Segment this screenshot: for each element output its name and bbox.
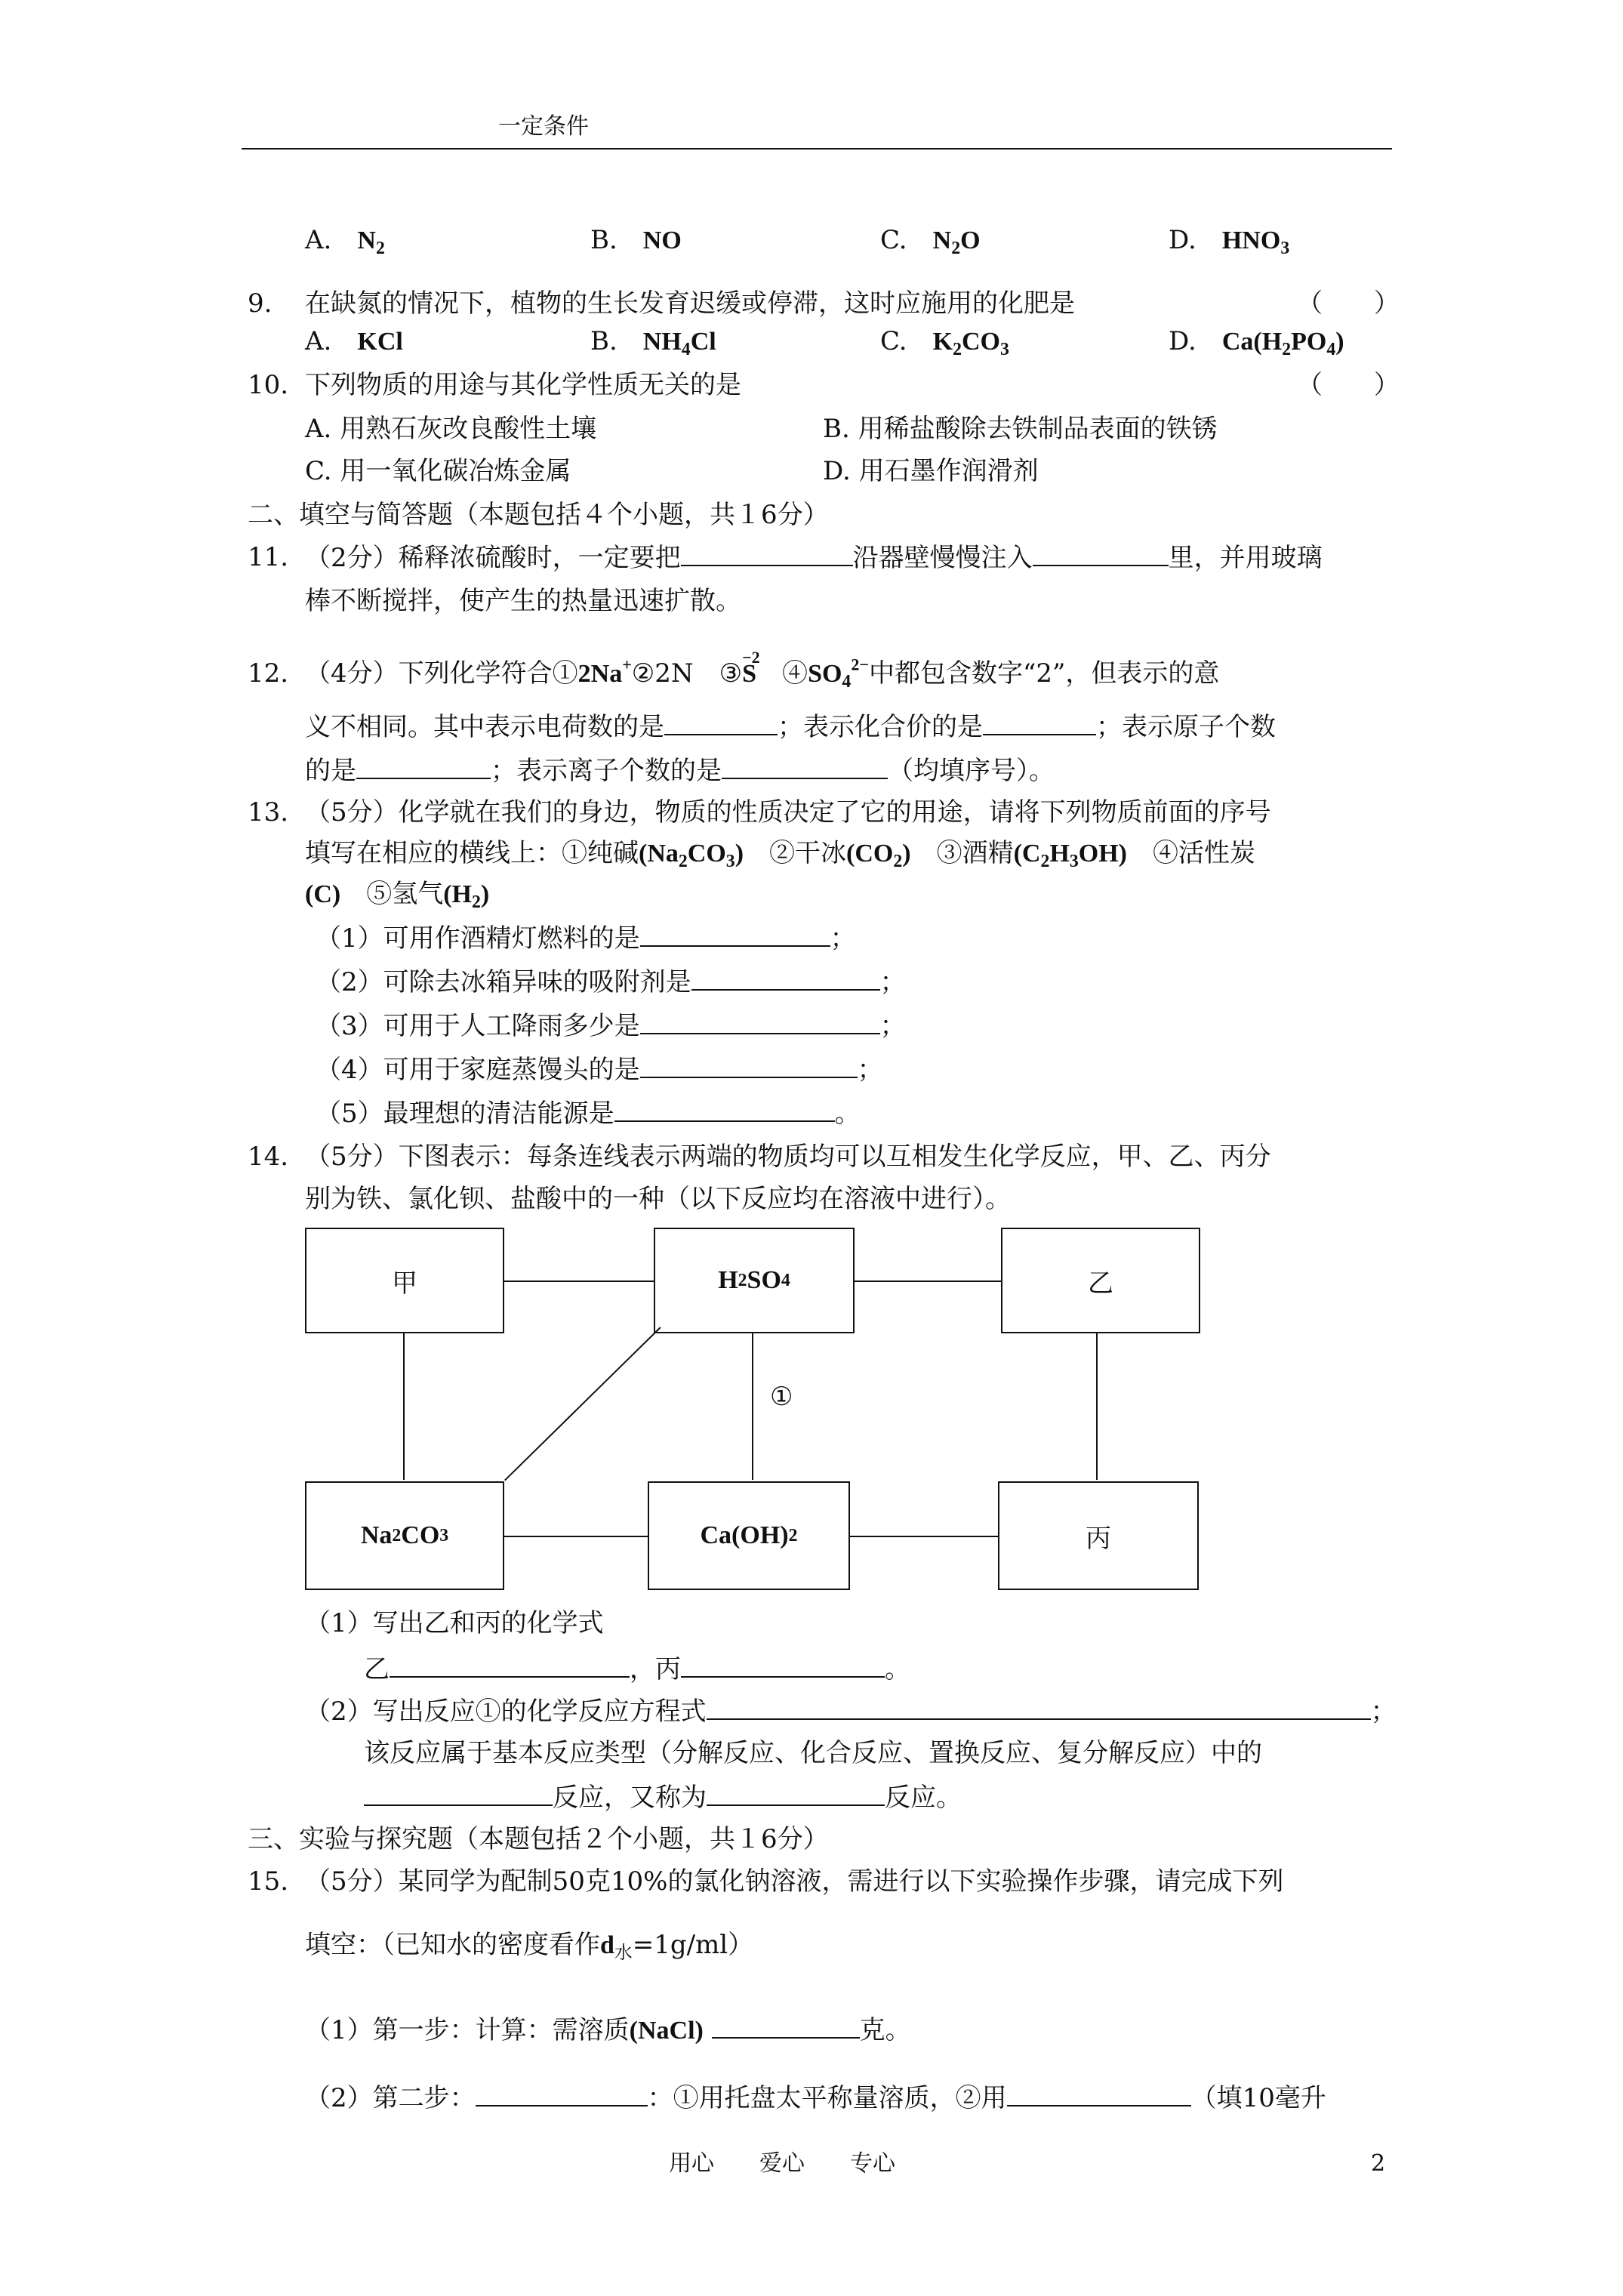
- q11-line-2: 棒不断搅拌，使产生的热量迅速扩散。: [305, 586, 741, 616]
- q11-line-1: （2分）稀释浓硫酸时，一定要把 沿器壁慢慢注入 里，并用玻璃: [305, 543, 1323, 573]
- q13-line-3: (C) ⑤氢气$(H_2)$: [305, 879, 490, 913]
- q9-option-c: C. $K_2CO_3$: [880, 326, 1009, 360]
- q13-sub-1: （1）可用作酒精灯燃料的是 ；: [316, 923, 856, 954]
- q8-option-b: B. NO: [590, 225, 682, 255]
- footer-motto: 用心 爱心 专心: [669, 2150, 895, 2177]
- q13-sub-5: （5）最理想的清洁能源是 。: [316, 1099, 861, 1129]
- circle-1-label: ①: [770, 1382, 793, 1412]
- q12-number: 12.: [248, 658, 289, 689]
- q13-number: 13.: [248, 797, 289, 827]
- q9-number: 9.: [248, 288, 273, 319]
- q10-option-b: B. 用稀盐酸除去铁制品表面的铁锈: [823, 414, 1218, 444]
- q9-option-a: A. KCl: [305, 326, 403, 356]
- page-number: 2: [1371, 2150, 1386, 2177]
- line-yi-bing: [1096, 1332, 1098, 1480]
- q10-option-a: A. 用熟石灰改良酸性土壤: [305, 414, 597, 444]
- q15-line-2: 填空：（已知水的密度看作$d_水=1g/ml$）: [305, 1930, 754, 1964]
- q12-line-3: 的是 ；表示离子个数的是 （均填序号）。: [305, 756, 1055, 786]
- q15-line-1: （5分）某同学为配制50克10%的氯化钠溶液，需进行以下实验操作步骤，请完成下列: [305, 1866, 1284, 1897]
- q10-paren: （ ）: [1297, 370, 1400, 400]
- q15-number: 15.: [248, 1866, 289, 1897]
- q9-paren: （ ）: [1297, 288, 1400, 319]
- q14-sub-2: （2）写出反应①的化学反应方程式 ；: [305, 1697, 1397, 1727]
- box-h2so4: H 2 SO 4: [654, 1228, 855, 1333]
- q14-sub-2-answers: 反应，又称为 反应。: [364, 1782, 962, 1813]
- q13-sub-3: （3）可用于人工降雨多少是 ；: [316, 1011, 906, 1041]
- line-na2co3-caoh2: [504, 1536, 648, 1537]
- box-yi: 乙: [1001, 1228, 1200, 1333]
- q13-sub-2: （2）可除去冰箱异味的吸附剂是 ；: [316, 967, 906, 997]
- q11-number: 11.: [248, 542, 289, 572]
- q15-sub-2: （2）第二步： ：①用托盘太平称量溶质，②用 （填10毫升: [305, 2083, 1326, 2113]
- header-rule: [242, 148, 1392, 149]
- q13-line-2: 填写在相应的横线上：①纯碱$(Na_2CO_3)$ ②干冰$(CO_2)$ ③酒精$(C_2H_3OH)$ ④活性炭: [305, 838, 1255, 872]
- q13-sub-4: （4）可用于家庭蒸馒头的是 ；: [316, 1055, 883, 1085]
- q10-number: 10.: [248, 370, 289, 400]
- q9-option-b: B. $NH_4Cl$: [590, 326, 716, 360]
- q14-number: 14.: [248, 1142, 289, 1172]
- q14-sub-2-type: 该反应属于基本反应类型（分解反应、化合反应、置换反应、复分解反应）中的: [364, 1738, 1262, 1768]
- box-bing: 丙: [998, 1481, 1199, 1590]
- section-3-heading: 三、实验与探究题（本题包括２个小题，共１6分）: [248, 1824, 829, 1854]
- box-caoh2: Ca(OH) 2: [648, 1481, 850, 1590]
- q8-option-c: C. $N_2O$: [880, 225, 981, 259]
- q15-sub-1: （1）第一步：计算：需溶质(NaCl) 克。: [305, 2015, 911, 2045]
- q10-option-d: D. 用石墨作润滑剂: [823, 456, 1039, 486]
- line-jia-h2so4: [504, 1281, 654, 1282]
- header-text: 一定条件: [498, 113, 589, 140]
- q13-line-1: （5分）化学就在我们的身边，物质的性质决定了它的用途，请将下列物质前面的序号: [305, 797, 1271, 827]
- line-jia-na2co3: [403, 1332, 405, 1480]
- box-na2co3: Na 2 CO 3: [305, 1481, 504, 1590]
- section-2-heading: 二、填空与简答题（本题包括４个小题，共１6分）: [248, 500, 829, 530]
- q9-option-d: D. $Ca(H_2PO_4)$: [1169, 326, 1344, 360]
- q10-option-c: C. 用一氧化碳冶炼金属: [305, 456, 571, 486]
- line-caoh2-bing: [850, 1536, 998, 1537]
- q14-line-1: （5分）下图表示：每条连线表示两端的物质均可以互相发生化学反应，甲、乙、丙分: [305, 1142, 1271, 1172]
- q9-text: 在缺氮的情况下，植物的生长发育迟缓或停滞，这时应施用的化肥是: [305, 288, 1075, 319]
- line-h2so4-caoh2: [752, 1332, 753, 1480]
- line-na2co3-h2so4: [504, 1327, 661, 1481]
- line-h2so4-yi: [855, 1281, 1001, 1282]
- q12-line-2: 义不相同。其中表示电荷数的是 ；表示化合价的是 ；表示原子个数: [305, 712, 1276, 742]
- q10-text: 下列物质的用途与其化学性质无关的是: [305, 370, 741, 400]
- q12-line-1: （4分）下列化学符合①2Na+②2N ③ −2 S $④SO_4^{2-}$中都包含数字“2”，但表示的意: [305, 648, 1220, 692]
- q14-sub-1: （1）写出乙和丙的化学式: [305, 1608, 604, 1638]
- q8-option-a: A. $N_2$: [305, 225, 385, 259]
- q14-line-2: 别为铁、氯化钡、盐酸中的一种（以下反应均在溶液中进行）。: [305, 1184, 1011, 1214]
- q8-option-d: D. $HNO_3$: [1169, 225, 1290, 259]
- q14-sub-1-answers: 乙 ，丙 。: [364, 1654, 910, 1684]
- box-jia: 甲: [305, 1228, 504, 1333]
